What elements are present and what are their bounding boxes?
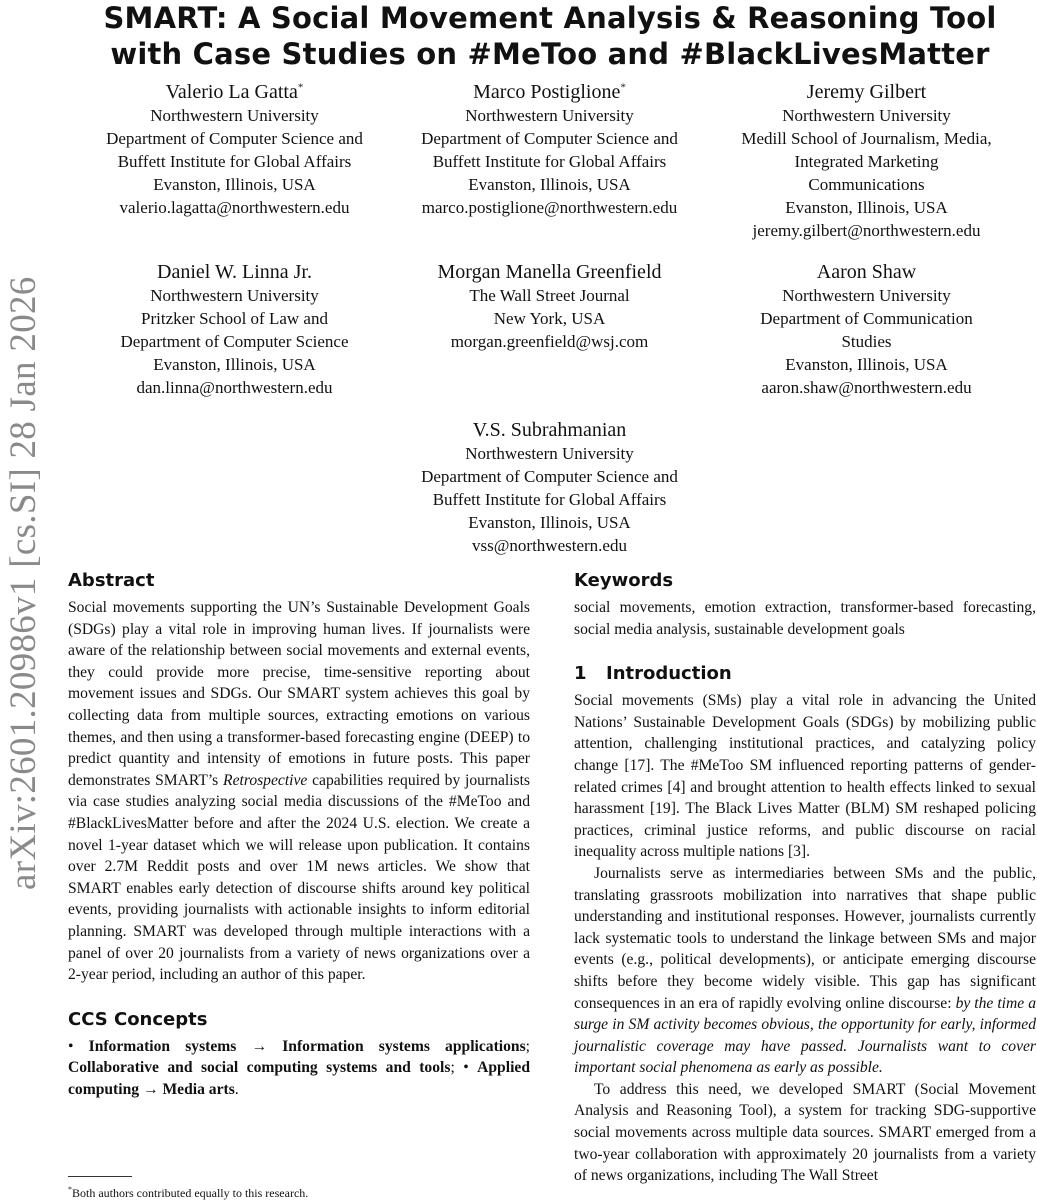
author-affiliation: Northwestern University	[150, 286, 319, 305]
author-block	[383, 80, 716, 219]
intro-emphasis: by the time a surge in SM activity becomes obvious, the opportunity for early, informed journalistic coverage may have passed. Journalists want to cover important social phenomena as early as possible.	[574, 994, 1036, 1077]
ccs-item: Information systems	[88, 1037, 237, 1055]
paper-title	[60, 0, 1037, 72]
footnote	[68, 1183, 308, 1200]
author-location: Evanston, Illinois, USA	[468, 175, 631, 194]
author-email: morgan.greenfield@wsj.com	[450, 332, 649, 351]
abstract-text-part: Social movements supporting the UN’s Sustainable Development Goals (SDGs) play a vital role in improving human lives. If journalists were aware of the relationship between social movements and external events, they could provide more precise, time-sensitive reporting about movement issues and SDGs. Our SMART system achieves this goal by collecting data from multiple sources, extracting emotions on various themes, and then using a transformer-based forecasting engine (DEEP) to predict quantity and intensity of emotions in future posts. This paper demonstrates SMART’s	[68, 599, 530, 789]
author-email: dan.linna@northwestern.edu	[136, 378, 333, 397]
author-block	[68, 80, 401, 219]
footnote-rule	[68, 1176, 132, 1177]
author-block	[68, 260, 401, 399]
ccs-bullet: •	[463, 1059, 469, 1077]
author-institute: Buffett Institute for Global Affairs	[432, 490, 667, 509]
author-location: New York, USA	[493, 309, 606, 328]
intro-heading	[574, 662, 1036, 686]
author-block	[383, 260, 716, 353]
author-department: Medill School of Journalism, Media,	[741, 129, 992, 148]
ccs-item: Media arts	[162, 1080, 235, 1098]
footnote-mark: *	[68, 1185, 72, 1194]
author-department: Department of Computer Science and	[106, 129, 363, 148]
abstract-heading: Abstract	[68, 570, 155, 591]
equal-contribution-mark: *	[620, 81, 626, 94]
author-affiliation: Northwestern University	[150, 106, 319, 125]
author-location: Evanston, Illinois, USA	[785, 355, 948, 374]
intro-paragraph: To address this need, we developed SMART (Social Movement Analysis and Reasoning Tool), a system for tracking SDG-supportive social movements across multiple data sources. SMART emerged from a two-year collaboration with approximately 20 journalists from a variety of news organizations, including The Wall Street	[574, 1080, 1036, 1185]
equal-contribution-mark: *	[297, 81, 304, 94]
author-affiliation: Northwestern University	[782, 106, 951, 125]
section-title: Introduction	[606, 663, 732, 685]
title-line-2: with Case Studies on #MeToo and #BlackLivesMatter	[110, 37, 990, 71]
author-email: aaron.shaw@northwestern.edu	[761, 378, 972, 397]
author-affiliation: Northwestern University	[782, 286, 951, 305]
abstract-emphasis: Retrospective	[223, 771, 308, 789]
ccs-item: Collaborative and social computing systems and tools	[68, 1059, 451, 1077]
author-location: Evanston, Illinois, USA	[153, 355, 316, 374]
ccs-arrow: →	[142, 1080, 159, 1098]
author-affiliation: Northwestern University	[465, 106, 634, 125]
author-institute: Buffett Institute for Global Affairs	[432, 152, 667, 171]
keywords-text: social movements, emotion extraction, transformer-based forecasting, social media analysis, sustainable development goals	[574, 599, 1036, 638]
author-name: V.S. Subrahmanian	[472, 419, 627, 441]
author-name: Aaron Shaw	[816, 261, 917, 283]
author-affiliation: The Wall Street Journal	[469, 286, 630, 305]
ccs-item: Applied computing	[68, 1059, 530, 1098]
ccs-concepts	[68, 1036, 530, 1101]
author-department: Department of Computer Science and	[421, 129, 678, 148]
author-location: Evanston, Illinois, USA	[153, 175, 316, 194]
author-name: Daniel W. Linna Jr.	[157, 261, 312, 283]
author-name: Valerio La Gatta	[165, 81, 298, 103]
abstract-text	[68, 597, 530, 986]
author-email: marco.postiglione@northwestern.edu	[421, 198, 678, 217]
ccs-separator: .	[234, 1080, 239, 1098]
abstract-text-part: capabilities required by journalists via case studies analyzing social media discussions of the #MeToo and #BlackLivesMatter before and after the 2024 U.S. election. We create a novel 1-year dataset which we will release upon publication. It contains over 2.7M Reddit posts and over 1M news articles. We show that SMART enables early detection of discourse shifts around key political events, providing journalists with actionable insights to inform editorial planning. SMART was developed through multiple interactions with a panel of over 20 journalists from a variety of news organizations over a 2-year period, including an author of this paper.	[68, 771, 530, 984]
author-department-cont: Communications	[808, 175, 925, 194]
author-email: vss@northwestern.edu	[472, 536, 627, 555]
footnote-text: Both authors contributed equally to this research.	[72, 1186, 309, 1200]
arxiv-identifier: arXiv:2601.20986v1 [cs.SI] 28 Jan 2026	[3, 276, 44, 890]
right-column	[574, 569, 1036, 1187]
author-name: Morgan Manella Greenfield	[437, 261, 662, 283]
author-department-cont: Studies	[841, 332, 892, 351]
author-block	[700, 260, 1033, 399]
author-department: Pritzker School of Law and	[141, 309, 328, 328]
ccs-arrow: →	[251, 1037, 268, 1055]
intro-text-part: Journalists serve as intermediaries between SMs and the public, translating grassroots mobilization into narratives that shape public understanding and institutional responses. However, journalists currently lack systematic tools to understand the linkage between SMs and major events (e.g., political developments), or anticipate emerging discourse shifts before they become widely visible. This gap has significant consequences in an era of rapidly evolving online discourse:	[574, 864, 1036, 1012]
author-block	[700, 80, 1033, 242]
author-email: valerio.lagatta@northwestern.edu	[119, 198, 350, 217]
ccs-separator: ;	[450, 1059, 455, 1077]
author-email: jeremy.gilbert@northwestern.edu	[752, 221, 981, 240]
intro-paragraph	[574, 863, 1036, 1079]
left-column	[68, 569, 530, 1100]
author-block	[383, 418, 716, 557]
keywords-heading: Keywords	[574, 570, 674, 591]
ccs-heading: CCS Concepts	[68, 1008, 208, 1030]
ccs-bullet: •	[68, 1037, 74, 1055]
author-location: Evanston, Illinois, USA	[785, 198, 948, 217]
title-line-1: SMART: A Social Movement Analysis & Reasoning Tool	[103, 1, 997, 35]
author-department-cont: Integrated Marketing	[794, 152, 939, 171]
author-name: Marco Postiglione	[473, 81, 621, 103]
author-department: Department of Communication	[760, 309, 973, 328]
author-location: Evanston, Illinois, USA	[468, 513, 631, 532]
author-name: Jeremy Gilbert	[806, 81, 927, 103]
ccs-separator: ;	[525, 1037, 530, 1055]
section-number: 1	[574, 663, 587, 685]
author-department-cont: Department of Computer Science	[120, 332, 349, 351]
ccs-item: Information systems applications	[282, 1037, 526, 1055]
author-department: Department of Computer Science and	[421, 467, 678, 486]
author-institute: Buffett Institute for Global Affairs	[117, 152, 352, 171]
author-affiliation: Northwestern University	[465, 444, 634, 463]
intro-paragraph: Social movements (SMs) play a vital role in advancing the United Nations’ Sustainable Development Goals (SDGs) by mobilizing public attention, challenging institutional practices, and catalyzing policy change [17]. The #MeToo SM influenced reporting patterns of gender-related crimes [4] and brought attention to health effects linked to sexual harassment [19]. The Black Lives Matter (BLM) SM reshaped policing practices, criminal justice reforms, and public discourse on racial inequality across multiple nations [3].	[574, 692, 1036, 861]
